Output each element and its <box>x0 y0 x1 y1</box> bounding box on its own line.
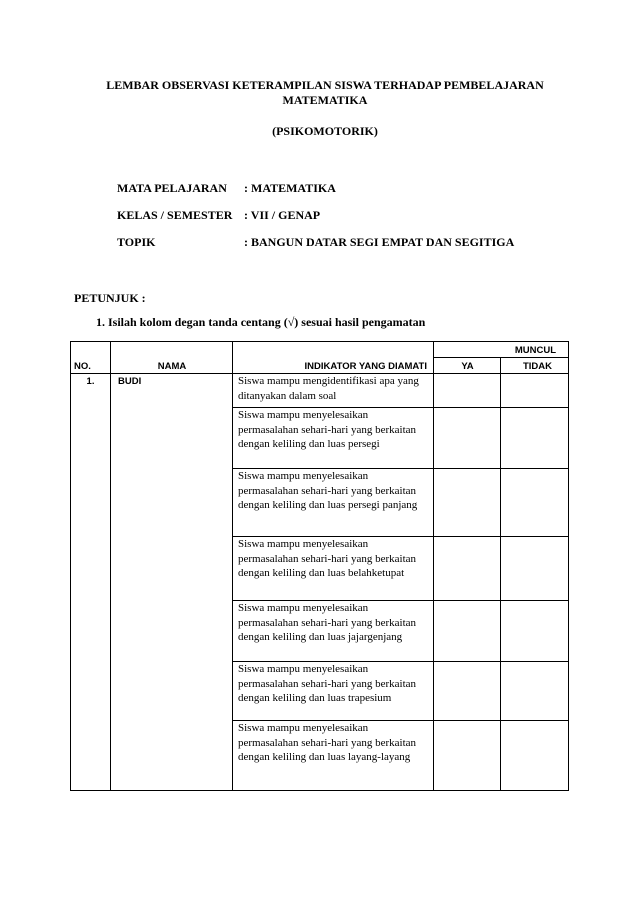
header-ya: YA <box>434 358 501 374</box>
meta-kelas-label: KELAS / SEMESTER <box>117 208 233 222</box>
table-header-row-1 <box>71 342 569 358</box>
ya-check-cell[interactable] <box>434 537 501 601</box>
tidak-check-cell[interactable] <box>501 662 569 721</box>
header-nama: NAMA <box>111 342 233 374</box>
header-tidak: TIDAK <box>501 358 569 374</box>
tidak-check-cell[interactable] <box>501 721 569 791</box>
indicator-cell: Siswa mampu menyelesaikan permasalahan sehari-hari yang berkaitan dengan keliling dan luas belahketupat <box>233 537 434 601</box>
ya-check-cell[interactable] <box>434 721 501 791</box>
ya-check-cell[interactable] <box>434 469 501 537</box>
document-title <box>70 78 580 108</box>
tidak-check-cell[interactable] <box>501 601 569 662</box>
tidak-check-cell[interactable] <box>501 408 569 469</box>
meta-topik-label: TOPIK <box>117 235 156 249</box>
instruction-item-1: 1. Isilah kolom degan tanda centang (√) sesuai hasil pengamatan <box>96 315 426 329</box>
meta-mapel-label: MATA PELAJARAN <box>117 181 227 195</box>
row-number: 1. <box>71 374 111 791</box>
meta-topik <box>117 235 514 250</box>
ya-check-cell[interactable] <box>434 374 501 408</box>
title-line-1: LEMBAR OBSERVASI KETERAMPILAN SISWA TERHADAP PEMBELAJARAN <box>106 78 544 92</box>
observation-table <box>70 341 569 791</box>
indicator-cell: Siswa mampu menyelesaikan permasalahan sehari-hari yang berkaitan dengan keliling dan luas layang-layang <box>233 721 434 791</box>
header-no: NO. <box>71 342 111 374</box>
tidak-check-cell[interactable] <box>501 374 569 408</box>
indicator-cell: Siswa mampu menyelesaikan permasalahan sehari-hari yang berkaitan dengan keliling dan luas persegi <box>233 408 434 469</box>
ya-check-cell[interactable] <box>434 408 501 469</box>
header-indikator: INDIKATOR YANG DIAMATI <box>233 342 434 374</box>
indicator-cell: Siswa mampu menyelesaikan permasalahan sehari-hari yang berkaitan dengan keliling dan luas trapesium <box>233 662 434 721</box>
tidak-check-cell[interactable] <box>501 469 569 537</box>
document-subtitle: (PSIKOMOTORIK) <box>272 124 378 138</box>
table-row <box>71 374 569 408</box>
meta-kelas <box>117 208 320 223</box>
indicator-cell: Siswa mampu menyelesaikan permasalahan sehari-hari yang berkaitan dengan keliling dan luas persegi panjang <box>233 469 434 537</box>
student-name: BUDI <box>111 374 233 791</box>
indicator-cell: Siswa mampu menyelesaikan permasalahan sehari-hari yang berkaitan dengan keliling dan luas jajargenjang <box>233 601 434 662</box>
meta-mapel-value: : MATEMATIKA <box>244 181 336 195</box>
title-line-2: MATEMATIKA <box>282 93 368 107</box>
meta-kelas-value: : VII / GENAP <box>244 208 321 222</box>
header-muncul: MUNCUL <box>434 342 569 358</box>
ya-check-cell[interactable] <box>434 662 501 721</box>
tidak-check-cell[interactable] <box>501 537 569 601</box>
petunjuk-label: PETUNJUK : <box>74 291 146 305</box>
ya-check-cell[interactable] <box>434 601 501 662</box>
meta-mapel <box>117 181 336 196</box>
meta-topik-value: : BANGUN DATAR SEGI EMPAT DAN SEGITIGA <box>244 235 515 249</box>
indicator-cell: Siswa mampu mengidentifikasi apa yang ditanyakan dalam soal <box>233 374 434 408</box>
